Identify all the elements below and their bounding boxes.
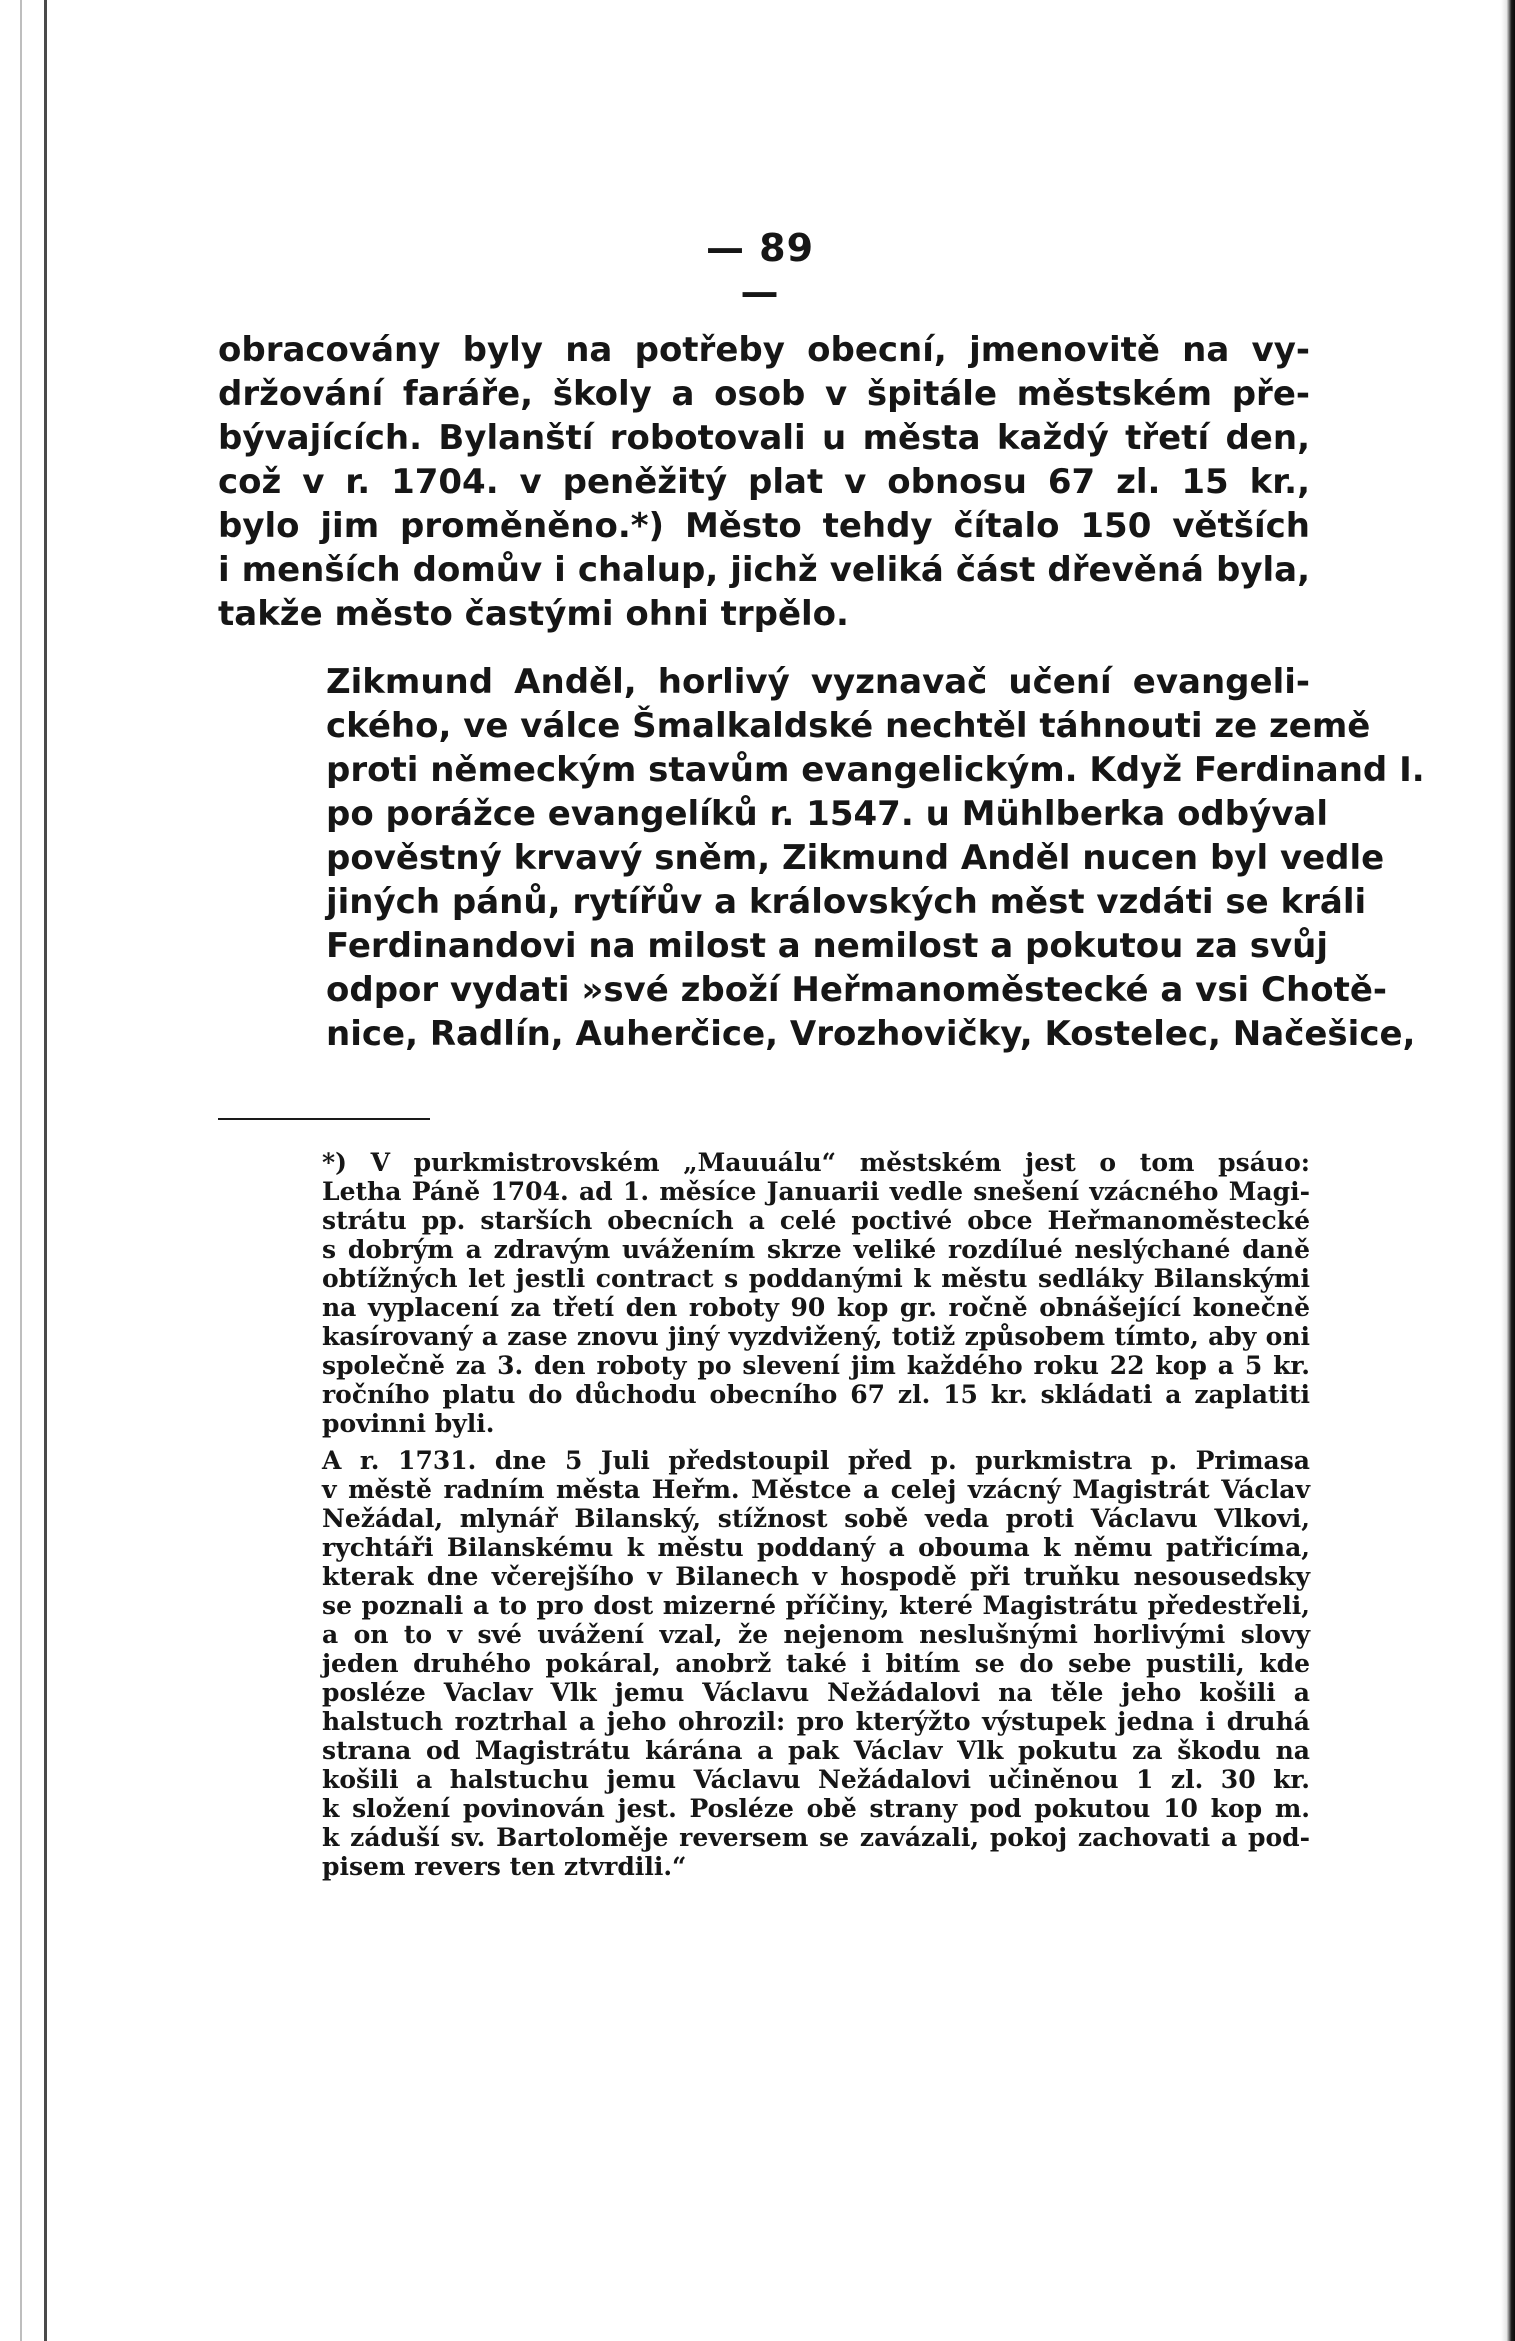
footnote-line: kasírovaný a zase znovu jiný vyzdvižený, totiž způsobem tímto, aby oni [322,1322,1310,1351]
text-line: ckého, ve válce Šmalkaldské nechtěl táhnouti ze země [326,706,1371,746]
footnote-line: v městě radním města Heřm. Městce a celej vzácný Magistrát Václav [322,1475,1310,1504]
text-line: bylo jim proměněno.*) Město tehdy čítalo 150 větších [218,506,1310,546]
footnote-line: k záduší sv. Bartoloměje reversem se zavázali, pokoj zachovati a pod- [322,1823,1310,1852]
footnote-line: kterak dne včerejšího v Bilanech v hospodě při truňku nesousedsky [322,1562,1310,1591]
footnote-line: společně za 3. den roboty po slevení jim každého roku 22 kop a 5 kr. [322,1351,1310,1380]
footnote-line: A r. 1731. dne 5 Juli předstoupil před p. purkmistra p. Primasa [322,1446,1310,1475]
text-line: odpor vydati »své zboží Heřmanoměstecké a vsi Chotě- [326,970,1387,1010]
page-number: — 89 — [705,226,815,314]
text-line: Ferdinandovi na milost a nemilost a pokutou za svůj [326,926,1329,966]
footnote-line: strana od Magistrátu kárána a pak Václav Vlk pokutu za škodu na [322,1736,1310,1765]
footnote-paragraph-1 [218,1148,1310,1438]
page-binding-edge [44,0,47,2341]
page-edge-shadow [20,0,22,2341]
footnote-line: obtížných let jestli contract s poddanými k městu sedláky Bilanskými [322,1264,1310,1293]
text-line: Zikmund Anděl, horlivý vyznavač učení evangeli- [326,662,1310,702]
footnote-line: ročního platu do důchodu obecního 67 zl. 15 kr. skládati a zaplatiti [322,1380,1310,1409]
footnote-line: s dobrým a zdravým uvážením skrze veliké rozdílué neslýchané daně [322,1235,1310,1264]
text-line: i menších domův i chalup, jichž veliká část dřevěná byla, [218,550,1310,590]
page-right-edge [1501,0,1515,2341]
footnote-line: halstuch roztrhal a jeho ohrozil: pro kterýžto výstupek jedna i druhá [322,1707,1310,1736]
footnote-line: k složení povinován jest. Posléze obě strany pod pokutou 10 kop m. [322,1794,1310,1823]
footnote-line: jeden druhého pokáral, anobrž také i bitím se do sebe pustili, kde [322,1649,1310,1678]
footnote-line: na vyplacení za třetí den roboty 90 kop gr. ročně obnášející konečně [322,1293,1310,1322]
text-line: pověstný krvavý sněm, Zikmund Anděl nucen byl vedle [326,838,1385,878]
text-line: po porážce evangelíků r. 1547. u Mühlberka odbýval [326,794,1329,834]
text-line: což v r. 1704. v peněžitý plat v obnosu 67 zl. 15 kr., [218,462,1310,502]
footnote-line: rychtáři Bilanskému k městu poddaný a obouma k němu patřicíma, [322,1533,1310,1562]
footnotes [218,1148,1310,1881]
footnote-line: *) V purkmistrovském „Mauuálu“ městském jest o tom psáuo: [322,1148,1310,1177]
footnote-line: košili a halstuchu jemu Václavu Nežádalovi učiněnou 1 zl. 30 kr. [322,1765,1310,1794]
footnote-paragraph-2 [218,1446,1310,1881]
text-line: obracovány byly na potřeby obecní, jmenovitě na vy- [218,330,1310,370]
footnote-line: povinni byli. [322,1409,495,1438]
main-text [218,328,1425,1056]
paragraph-1 [218,328,1310,636]
footnote-line: strátu pp. starších obecních a celé poctivé obce Heřmanoměstecké [322,1206,1310,1235]
footnote-line: se poznali a to pro dost mizerné příčiny, které Magistrátu předestřeli, [322,1591,1310,1620]
text-line: nice, Radlín, Auherčice, Vrozhovičky, Kostelec, Načešice, [326,1014,1416,1054]
footnote-divider [218,1118,430,1120]
paragraph-2 [218,660,1425,1056]
text-line: jiných pánů, rytířův a královských měst vzdáti se králi [326,882,1367,922]
footnote-line: Nežádal, mlynář Bilanský, stížnost sobě veda proti Václavu Vlkovi, [322,1504,1310,1533]
footnote-line: pisem revers ten ztvrdili.“ [322,1852,687,1881]
text-line: proti německým stavům evangelickým. Když Ferdinand I. [326,750,1425,790]
text-line: takže město častými ohni trpělo. [218,594,849,634]
footnote-line: a on to v své uvážení vzal, že nejenom neslušnými horlivými slovy [322,1620,1310,1649]
footnote-line: Letha Páně 1704. ad 1. měsíce Januarii vedle snešení vzácného Magi- [322,1177,1310,1206]
text-line: držování faráře, školy a osob v špitále městském pře- [218,374,1310,414]
footnote-line: posléze Vaclav Vlk jemu Václavu Nežádalovi na těle jeho košili a [322,1678,1310,1707]
text-line: bývajících. Bylanští robotovali u města každý třetí den, [218,418,1310,458]
